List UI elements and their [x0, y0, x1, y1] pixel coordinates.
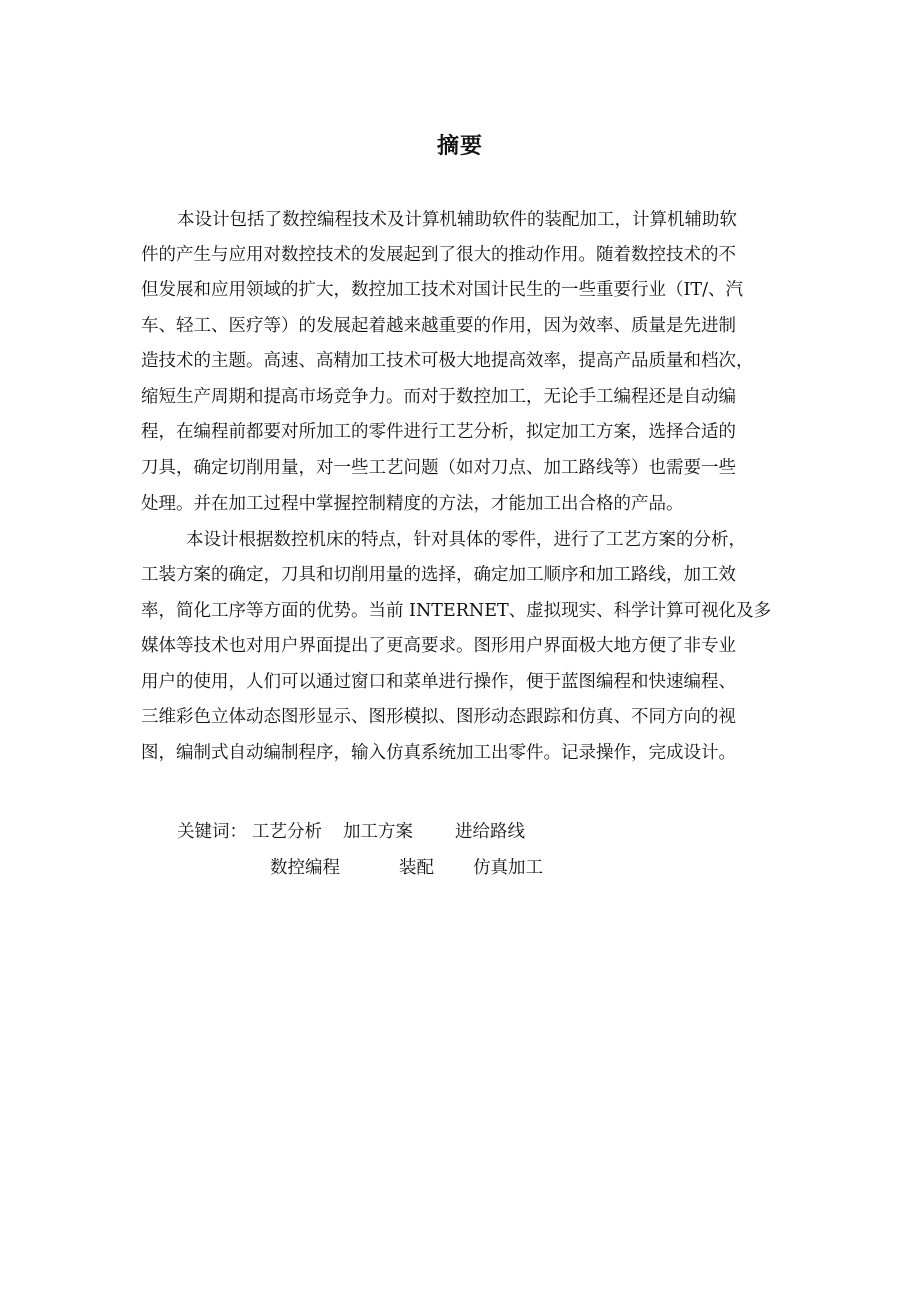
paragraph-1-line-9: 处理。并在加工过程中掌握控制精度的方法，才能加工出合格的产品。	[141, 494, 684, 514]
keyword-item: 加工方案	[343, 822, 413, 842]
paragraph-1-line-7: 程，在编程前都要对所加工的零件进行工艺分析，拟定加工方案，选择合适的	[141, 422, 736, 442]
paragraph-1-line-3: 但发展和应用领域的扩大，数控加工技术对国计民生的一些重要行业（IT/、汽	[141, 280, 743, 300]
paragraph-1-line-2: 件的产生与应用对数控技术的发展起到了很大的推动作用。随着数控技术的不	[141, 245, 736, 265]
paragraph-2-line-3: 率，简化工序等方面的优势。当前 INTERNET、虚拟现实、科学计算可视化及多	[141, 601, 772, 621]
paragraph-1-line-5: 造技术的主题。高速、高精加工技术可极大地提高效率，提高产品质量和档次，	[141, 351, 754, 371]
paragraph-1-line-4: 车、轻工、医疗等）的发展起着越来越重要的作用，因为效率、质量是先进制	[141, 316, 736, 336]
paragraph-2-line-1: 本设计根据数控机床的特点，针对具体的零件，进行了工艺方案的分析，	[186, 530, 746, 550]
paragraph-2-line-6: 三维彩色立体动态图形显示、图形模拟、图形动态跟踪和仿真、不同方向的视	[141, 707, 736, 727]
keyword-item: 装配	[399, 858, 434, 878]
paragraph-2-line-7: 图，编制式自动编制程序，输入仿真系统加工出零件。记录操作，完成设计。	[141, 743, 736, 763]
paragraph-1-line-8: 刀具，确定切削用量，对一些工艺问题（如对刀点、加工路线等）也需要一些	[141, 458, 736, 478]
paragraph-1-line-6: 缩短生产周期和提高市场竞争力。而对于数控加工，无论手工编程还是自动编	[141, 387, 736, 407]
keyword-item: 进给路线	[455, 822, 525, 842]
keyword-item: 工艺分析	[252, 822, 322, 842]
keywords-label: 关键词：	[177, 822, 247, 842]
paragraph-2-line-5: 用户的使用，人们可以通过窗口和菜单进行操作，便于蓝图编程和快速编程、	[141, 672, 736, 692]
paragraph-2-line-4: 媒体等技术也对用户界面提出了更高要求。图形用户界面极大地方便了非专业	[141, 636, 736, 656]
keyword-item: 数控编程	[270, 858, 340, 878]
paragraph-1-line-1: 本设计包括了数控编程技术及计算机辅助软件的装配加工，计算机辅助软	[177, 210, 737, 230]
keyword-item: 仿真加工	[473, 858, 543, 878]
paragraph-2-line-2: 工装方案的确定，刀具和切削用量的选择，确定加工顺序和加工路线，加工效	[141, 565, 736, 585]
page-title: 摘要	[436, 134, 483, 159]
